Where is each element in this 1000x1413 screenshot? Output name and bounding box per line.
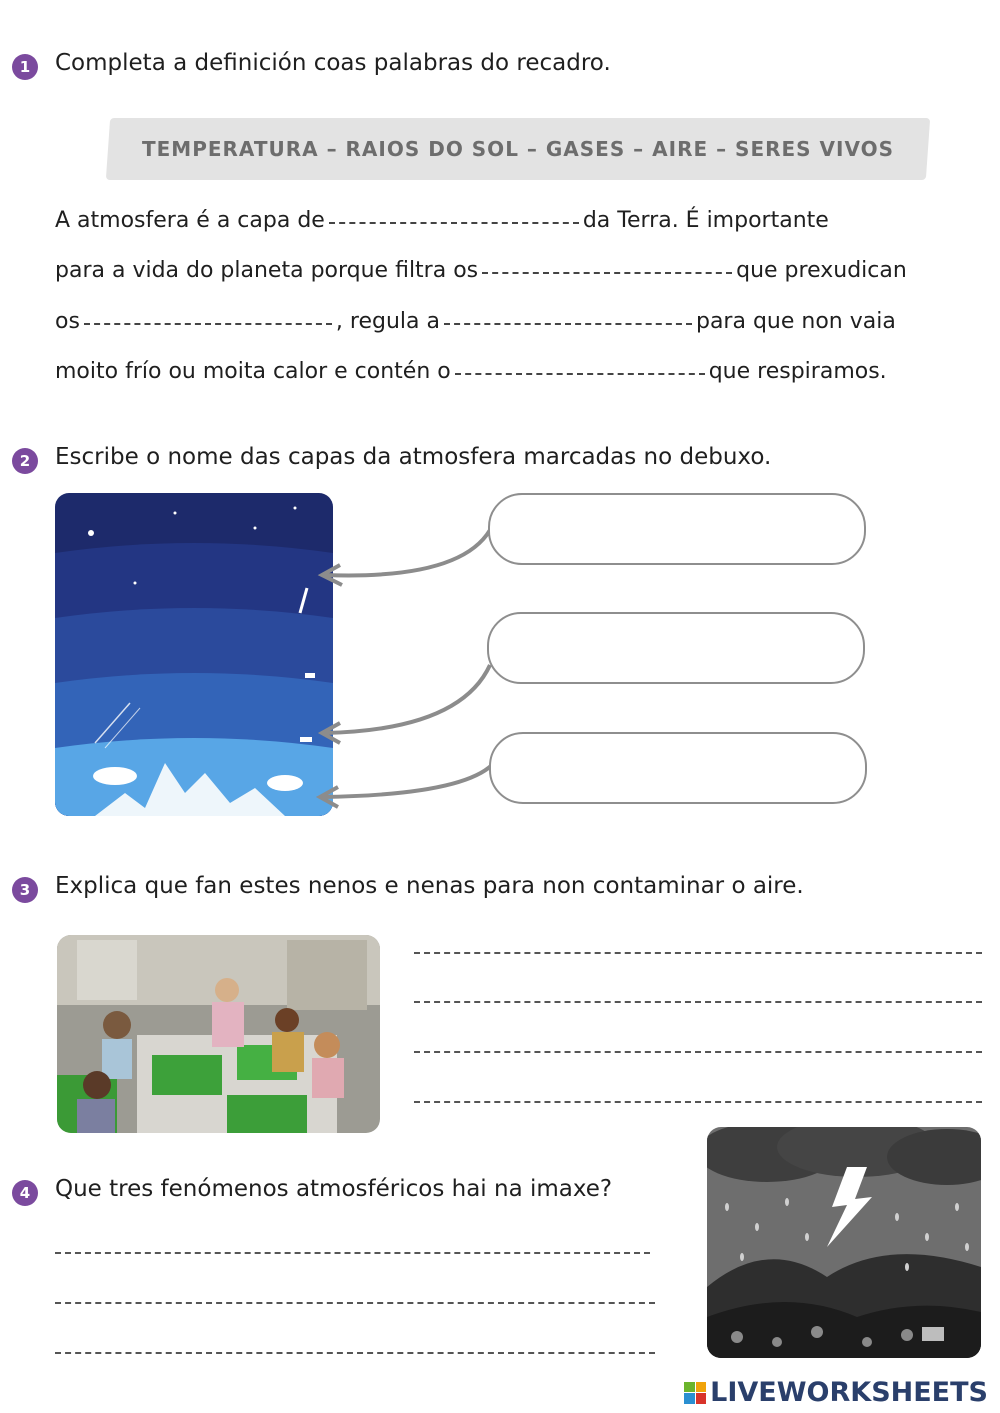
answer-blank-1[interactable] [329,208,579,224]
answer-line-q3-1[interactable] [414,952,982,954]
text-segment: para que non vaia [695,309,896,334]
answer-line-q4-2[interactable] [55,1302,655,1304]
text-segment: para a vida do planeta porque filtra os [55,258,479,283]
answer-blank-5[interactable] [455,359,705,375]
layer-answer-box-1[interactable] [488,493,866,565]
text-segment: moito frío ou moita calor e contén o [55,359,451,384]
question-number-2: 2 [12,448,38,474]
answer-input-1[interactable] [329,215,583,231]
layer-answer-box-2[interactable] [487,612,865,684]
liveworksheets-logo [684,1377,988,1408]
answer-blank-3[interactable] [84,309,332,325]
answer-input-4[interactable] [444,316,696,332]
answer-line-q3-2[interactable] [414,1001,982,1003]
atmosphere-layers-illustration [55,493,333,816]
answer-input-5[interactable] [455,366,709,382]
question-4-instruction: Que tres fenómenos atmosféricos hai na imaxe? [55,1176,613,1202]
layer-answer-box-3[interactable] [489,732,867,804]
answer-input-3[interactable] [84,316,336,332]
question-number-3: 3 [12,877,38,903]
paragraph-line-1 [55,208,829,233]
brand-name: LIVEWORKSHEETS [710,1377,988,1408]
text-segment: A atmosfera é a capa de [55,208,325,233]
word-bank: TEMPERATURA – RAIOS DO SOL – GASES – AIRE – SERES VIVOS [141,137,895,161]
text-segment: da Terra. É importante [582,208,829,233]
answer-line-q4-1[interactable] [55,1252,650,1254]
question-1-instruction: Completa a definición coas palabras do recadro. [55,50,611,76]
children-recycling-photo [57,935,380,1133]
answer-input-2[interactable] [482,265,736,281]
answer-blank-4[interactable] [444,309,692,325]
paragraph-line-2 [55,258,907,283]
text-segment: os [55,309,80,334]
question-3-instruction: Explica que fan estes nenos e nenas para non contaminar o aire. [55,873,804,899]
question-number-4: 4 [12,1180,38,1206]
answer-line-q4-3[interactable] [55,1352,655,1354]
paragraph-line-4 [55,359,887,384]
answer-line-q3-3[interactable] [414,1051,982,1053]
question-number-1: 1 [12,54,38,80]
paragraph-line-3 [55,309,896,334]
logo-mark-icon [684,1382,706,1404]
text-segment: , regula a [335,309,440,334]
answer-line-q3-4[interactable] [414,1101,982,1103]
layer-arrows [300,520,500,820]
text-segment: que prexudican [736,258,907,283]
storm-illustration [707,1127,981,1358]
answer-blank-2[interactable] [482,258,732,274]
question-2-instruction: Escribe o nome das capas da atmosfera marcadas no debuxo. [55,444,772,470]
text-segment: que respiramos. [708,359,887,384]
